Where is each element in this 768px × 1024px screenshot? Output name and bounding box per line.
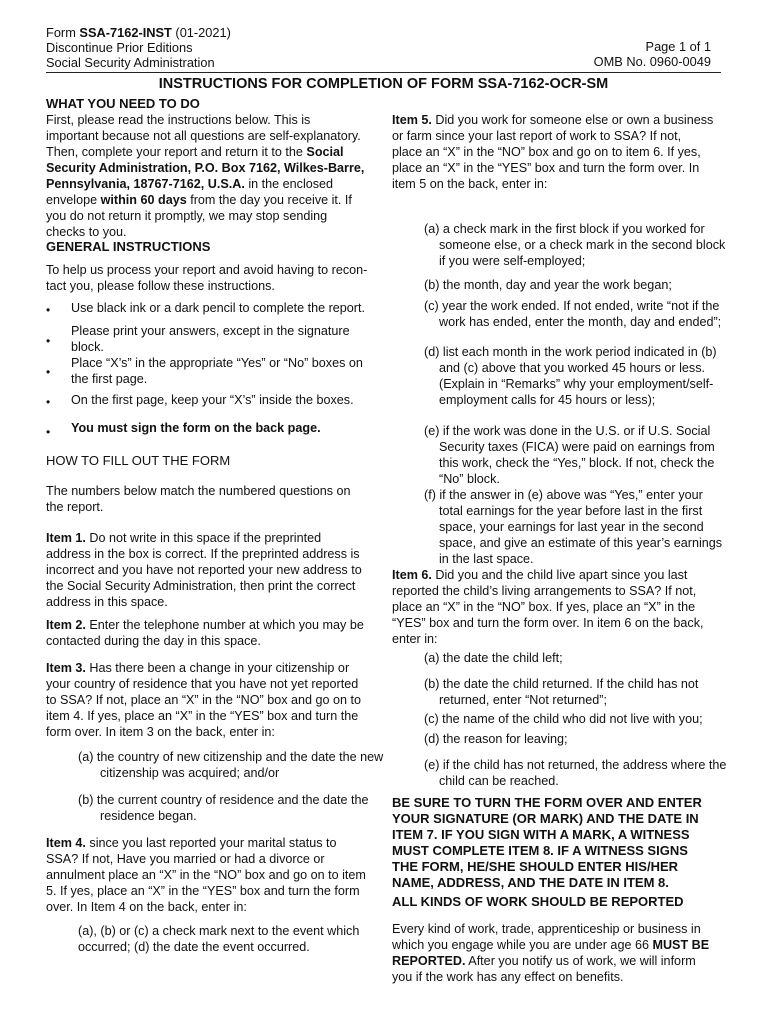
item-3-b: (b) the current country of residence and the date the residence began. [78,793,369,823]
item-4-text: since you last reported your marital status to SSA? If not, Have you married or had a divorce or annulment place an “X” in the “NO” box and go on to item 5. If yes, place an “X” in the “YES” box and turn the form over. In Item 4 on the back, enter in: [46,836,366,914]
item-5-c: (c) year the work ended. If not ended, write “not if the work has ended, enter the month, day and ended”; [424,299,722,329]
item-5-e: (e) if the work was done in the U.S. or if U.S. Social Security taxes (FICA) were paid on earnings from this work, check the “Yes,” block. If not, check the “No” block. [424,424,715,486]
bullet-marker: • [46,425,51,439]
item-6-label: Item 6. [392,568,432,582]
item-3 [46,660,368,740]
bullet-item: Please print your answers, except in the signature block. [71,324,350,354]
form-date: (01-2021) [171,25,231,40]
all-kinds-text-2: After you notify us of work, we will inform you if the work has any effect on benefits. [392,954,696,984]
item-2 [46,617,368,649]
item-6-d: (d) the reason for leaving; [424,732,568,746]
bullet-item-sign: You must sign the form on the back page. [71,421,321,435]
what-to-do-text-2: in the enclosed envelope [46,177,334,207]
all-kinds-paragraph [392,921,714,985]
bullet-marker: • [46,303,51,317]
bullet-item: On the first page, keep your “X’s” inside the boxes. [71,393,354,407]
what-to-do-text-3: from the day you receive it. If you do not return it promptly, we may stop sending checks to you. [46,193,352,239]
form-prefix: Form [46,25,80,40]
item-3-label: Item 3. [46,661,86,675]
item-6-e: (e) if the child has not returned, the address where the child can be reached. [424,758,727,788]
form-code: SSA-7162-INST [79,25,172,40]
item-4-a: (a), (b) or (c) a check mark next to the event which occurred; (d) the date the event occurred. [78,924,360,954]
bullet-item: Place “X’s” in the appropriate “Yes” or “No” boxes on the first page. [71,356,363,386]
deadline: within 60 days [100,193,187,207]
item-6 [392,567,714,647]
item-1-label: Item 1. [46,531,86,545]
item-6-b: (b) the date the child returned. If the child has not returned, enter “Not returned”; [424,677,699,707]
what-to-do-heading: WHAT YOU NEED TO DO [46,96,200,111]
header-rule [46,72,721,73]
item-5-b: (b) the month, day and year the work began; [424,278,672,292]
item-3-text: Has there been a change in your citizenship or your country of residence that you have not yet reported to SSA? If not, place an “X” in the “NO” box and go on to item 4. If yes, place an “X” in the “YES” box and turn the form over. In item 3 on the back, enter in: [46,661,362,739]
item-1-text: Do not write in this space if the preprinted address in the box is correct. If the preprinted address is incorrect and you have not reported your new address to the Social Security Administration, then print the correct address in this space. [46,531,362,609]
bullet-marker: • [46,334,51,348]
item-5 [392,112,714,192]
item-5-text: Did you work for someone else or own a business or farm since your last report of work to SSA? If not, place an “X” in the “NO” box and go on to item 6. If yes, place an “X” in the “YES” box and turn the form over. In item 5 on the back, enter in: [392,113,714,191]
agency-name: Social Security Administration [46,55,215,70]
item-2-label: Item 2. [46,618,86,632]
bullet-item: Use black ink or a dark pencil to complete the report. [71,301,365,315]
how-to-heading: HOW TO FILL OUT THE FORM [46,453,231,468]
item-2-text: Enter the telephone number at which you may be contacted during the day in this space. [46,618,364,648]
omb-number: OMB No. 0960-0049 [593,54,711,69]
form-number [46,25,231,40]
item-5-a: (a) a check mark in the first block if you worked for someone else, or a check mark in the second block if you were self-employed; [424,222,726,268]
item-6-c: (c) the name of the child who did not live with you; [424,712,703,726]
item-1 [46,530,368,610]
what-to-do-text-1: First, please read the instructions below. This is important because not all questions are self-explanatory. Then, complete your report and return it to the [46,113,361,159]
all-kinds-text-1: Every kind of work, trade, apprenticeship or business in which you engage while you are under age 66 [392,922,701,952]
item-5-d: (d) list each month in the work period indicated in (b) and (c) above that you worked 45 hours or less. (Explain in “Remarks” why your employment/self- employment calls for 45 hours or less); [424,345,717,407]
page-title: INSTRUCTIONS FOR COMPLETION OF FORM SSA-7162-OCR-SM [158,76,609,92]
item-6-a: (a) the date the child left; [424,651,563,665]
must-be-reported: MUST BE REPORTED. [392,938,710,968]
signature-notice: BE SURE TO TURN THE FORM OVER AND ENTER YOUR SIGNATURE (OR MARK) AND THE DATE IN ITEM 7. IF YOU SIGN WITH A MARK, A WITNESS MUST COMPLETE ITEM 8. IF A WITNESS SIGNS THE FORM, HE/SHE SHOULD ENTER HIS/HER NAME, ADDRESS, AND THE DATE IN ITEM 8. [392,795,702,890]
item-3-a: (a) the country of new citizenship and the date the new citizenship was acquired; and/or [78,750,384,780]
item-6-text: Did you and the child live apart since you last reported the child’s living arrangements to SSA? If not, place an “X” in the “NO” box. If yes, place an “X” in the “YES” box and turn the form over. In item 6 on the back, enter in: [392,568,704,646]
ssa-address: Social Security Administration, P.O. Box 7162, Wilkes-Barre, Pennsylvania, 18767-7162, U.S.A. [46,145,365,191]
item-4 [46,835,368,915]
page-number: Page 1 of 1 [645,39,711,54]
what-to-do-paragraph [46,112,366,240]
item-5-label: Item 5. [392,113,432,127]
bullet-marker: • [46,395,51,409]
item-5-f: (f) if the answer in (e) above was “Yes,” enter your total earnings for the year before last in the first space, your earnings for last year in the second space, and give an estimate of this year’s earnings in the last space. [424,488,723,566]
general-heading: GENERAL INSTRUCTIONS [46,239,211,254]
all-kinds-heading: ALL KINDS OF WORK SHOULD BE REPORTED [392,894,684,909]
bullet-marker: • [46,365,51,379]
how-to-intro: The numbers below match the numbered questions on the report. [46,484,351,514]
item-4-label: Item 4. [46,836,86,850]
discontinue-note: Discontinue Prior Editions [46,40,193,55]
general-intro: To help us process your report and avoid having to recon- tact you, please follow these instructions. [46,263,368,293]
